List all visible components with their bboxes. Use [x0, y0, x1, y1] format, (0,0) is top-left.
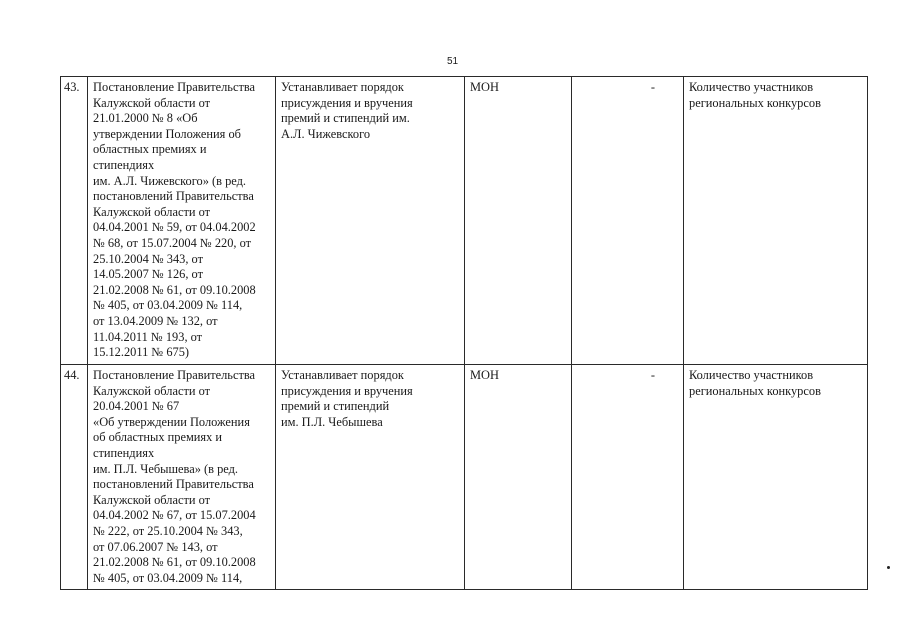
regulations-table	[60, 76, 868, 590]
table-row	[61, 77, 868, 365]
scan-speck	[887, 566, 890, 569]
document-cell: Постановление Правительства Калужской области от 21.01.2000 № 8 «Об утверждении Положения об областных премиях и стипендиях им. А.Л. Чижевского» (в ред. постановлений Правительства Калужской области от 04.04.2001 № 59, от 04.04.2002 № 68, от 15.07.2004 № 220, от 25.10.2004 № 343, от 14.05.2007 № 126, от 21.02.2008 № 61, от 09.10.2008 № 405, от 03.04.2009 № 114, от 13.04.2009 № 132, от 11.04.2011 № 193, от 15.12.2011 № 675)	[88, 77, 276, 365]
indicator-cell: Количество участников региональных конкурсов	[684, 77, 868, 365]
table-row	[61, 365, 868, 590]
purpose-cell: Устанавливает порядок присуждения и вручения премий и стипендий им. А.Л. Чижевского	[276, 77, 465, 365]
value-cell: -	[572, 365, 684, 590]
row-number: 44.	[61, 365, 88, 590]
executor-cell: МОН	[465, 365, 572, 590]
indicator-cell: Количество участников региональных конкурсов	[684, 365, 868, 590]
page-number: 51	[446, 56, 459, 67]
executor-cell: МОН	[465, 77, 572, 365]
value-cell: -	[572, 77, 684, 365]
row-number: 43.	[61, 77, 88, 365]
document-cell: Постановление Правительства Калужской области от 20.04.2001 № 67 «Об утверждении Положения об областных премиях и стипендиях им. П.Л. Чебышева» (в ред. постановлений Правительства Калужской области от 04.04.2002 № 67, от 15.07.2004 № 222, от 25.10.2004 № 343, от 07.06.2007 № 143, от 21.02.2008 № 61, от 09.10.2008 № 405, от 03.04.2009 № 114,	[88, 365, 276, 590]
purpose-cell: Устанавливает порядок присуждения и вручения премий и стипендий им. П.Л. Чебышева	[276, 365, 465, 590]
